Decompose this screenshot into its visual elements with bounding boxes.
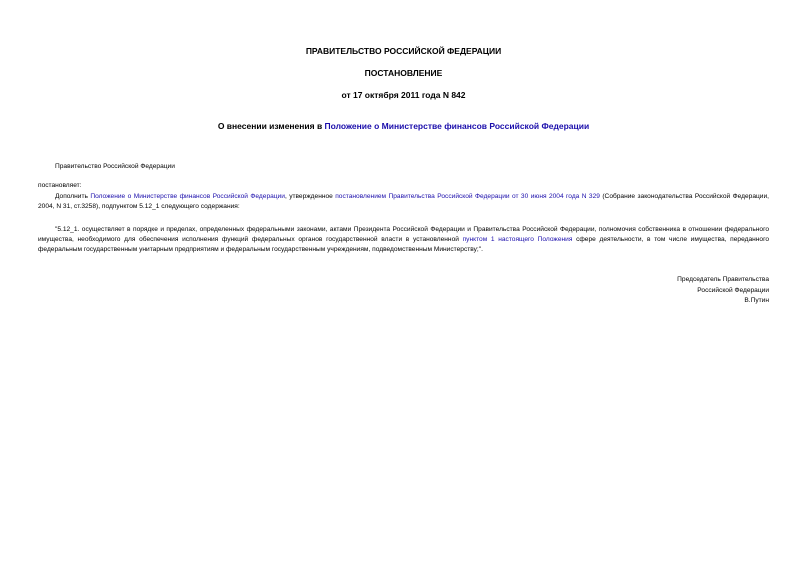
amend-text-3: (Собрание законодательства Российской Федерации, 2004, N 31, ст.3258), подпунктом 5.12_1 следующего содержания: [38, 193, 769, 210]
intro-text: Правительство Российской Федерации [55, 163, 175, 170]
amend-text-1: Дополнить [55, 193, 91, 200]
signature-title: Председатель Правительства [677, 276, 769, 283]
document-type: ПОСТАНОВЛЕНИЕ [364, 68, 443, 78]
government-heading: ПРАВИТЕЛЬСТВО РОССИЙСКОЙ ФЕДЕРАЦИИ [305, 46, 502, 56]
document-date-number: от 17 октября 2011 года N 842 [341, 90, 466, 100]
clause-text-1: "5.12_1. осуществляет в порядке и пределах, определенных федеральными законами, актами Президента Российской Федерации и Правительства Российской Федерации, полномочия собственника в отношении федерального имущества, необходимого для обеспечения исполнения функций федеральных органов государственной власти в установленной [38, 226, 769, 243]
decrees-text: постановляет: [38, 182, 82, 189]
signature-org: Российской Федерации [697, 286, 769, 294]
document-title [0, 121, 807, 131]
clause-text-2: сфере деятельности, в том числе имущества, переданного федеральным государственным унитарным предприятиям и федеральным государственным учреждениям, подведомственным Министерству;". [38, 236, 769, 253]
title-prefix: О внесении изменения в [217, 121, 325, 131]
amend-link-regulation[interactable]: Положение о Министерстве финансов Российской Федерации [90, 193, 285, 200]
title-link[interactable]: Положение о Министерстве финансов Российской Федерации [324, 121, 590, 131]
clause-paragraph [38, 225, 769, 255]
signature-block [677, 275, 769, 307]
amend-link-resolution[interactable]: постановлением Правительства Российской Федерации от 30 июня 2004 года N 329 [335, 193, 600, 200]
amendment-paragraph [38, 192, 769, 212]
clause-link-point[interactable]: пунктом 1 настоящего Положения [462, 236, 573, 243]
amend-text-2: , утвержденное [284, 193, 336, 200]
signature-name: В.Путин [744, 297, 769, 304]
